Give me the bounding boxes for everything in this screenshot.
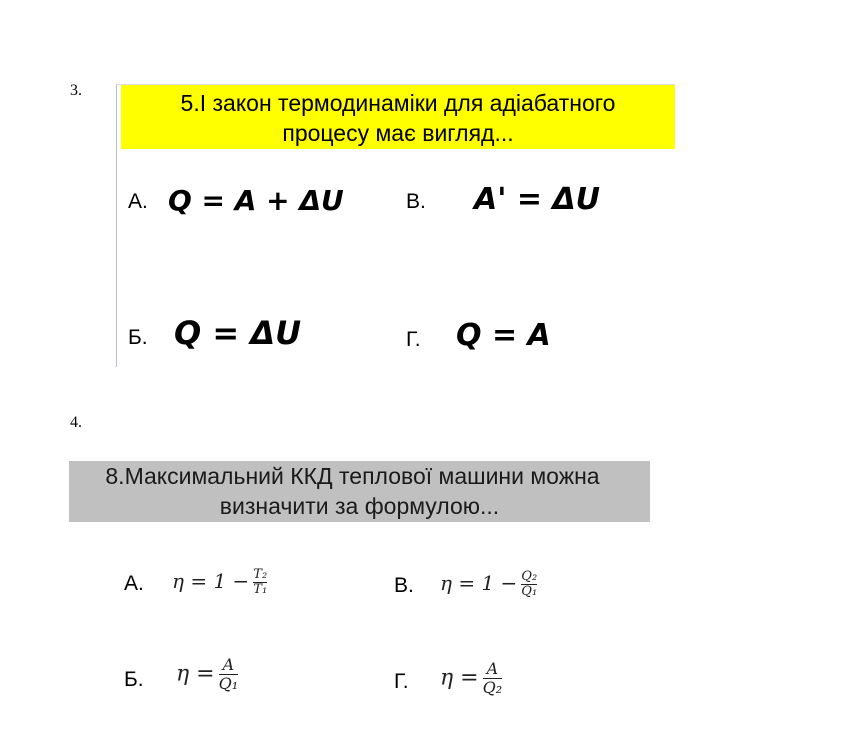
- option-label-g: Г.: [394, 670, 409, 693]
- fraction: [253, 568, 267, 597]
- option-formula-b: Q = ΔU: [174, 314, 302, 352]
- formula-lhs: η =: [176, 661, 215, 687]
- option-label-b: Б.: [128, 326, 148, 349]
- question-title-line: 8.Максимальний ККД теплової машини можна: [105, 463, 600, 489]
- fraction-numerator: Q₂: [521, 569, 538, 584]
- fraction-denominator: Q₁: [521, 584, 538, 599]
- question-title-line: 5.І закон термодинаміки для адіабатного: [180, 90, 616, 116]
- option-formula-b: [176, 656, 238, 693]
- fraction-denominator: Q₁: [218, 674, 239, 693]
- fraction-numerator: A: [486, 659, 499, 678]
- option-formula-g: [440, 660, 502, 697]
- formula-lhs: η = 1 −: [172, 569, 250, 593]
- fraction-denominator: T₁: [253, 582, 268, 597]
- option-formula-g: Q = A: [456, 318, 551, 353]
- option-label-g: Г.: [406, 328, 421, 351]
- fraction-denominator: Q₂: [482, 678, 503, 697]
- option-formula-v: A' = ΔU: [474, 182, 601, 217]
- question-number: 4.: [70, 414, 82, 431]
- formula-lhs: η =: [440, 665, 479, 691]
- question-title-line: визначити за формулою...: [219, 493, 500, 519]
- question-title-line: процесу має вигляд...: [282, 120, 514, 146]
- question-number: 3.: [70, 82, 82, 99]
- question-title-banner: [121, 85, 675, 149]
- option-label-b: Б.: [124, 668, 144, 691]
- fraction-numerator: T₂: [253, 567, 268, 582]
- option-label-a: А.: [124, 572, 144, 595]
- fraction: [219, 656, 239, 693]
- fraction: [483, 660, 503, 697]
- question-title-banner: [69, 461, 650, 522]
- fraction: [521, 570, 537, 599]
- option-label-v: В.: [406, 190, 426, 213]
- option-label-a: А.: [128, 190, 148, 213]
- option-formula-a: Q = A + ΔU: [168, 184, 344, 217]
- option-formula-a: [172, 568, 267, 597]
- fraction-numerator: A: [222, 655, 235, 674]
- option-label-v: В.: [394, 574, 414, 597]
- formula-lhs: η = 1 −: [440, 571, 518, 595]
- option-formula-v: [440, 570, 537, 599]
